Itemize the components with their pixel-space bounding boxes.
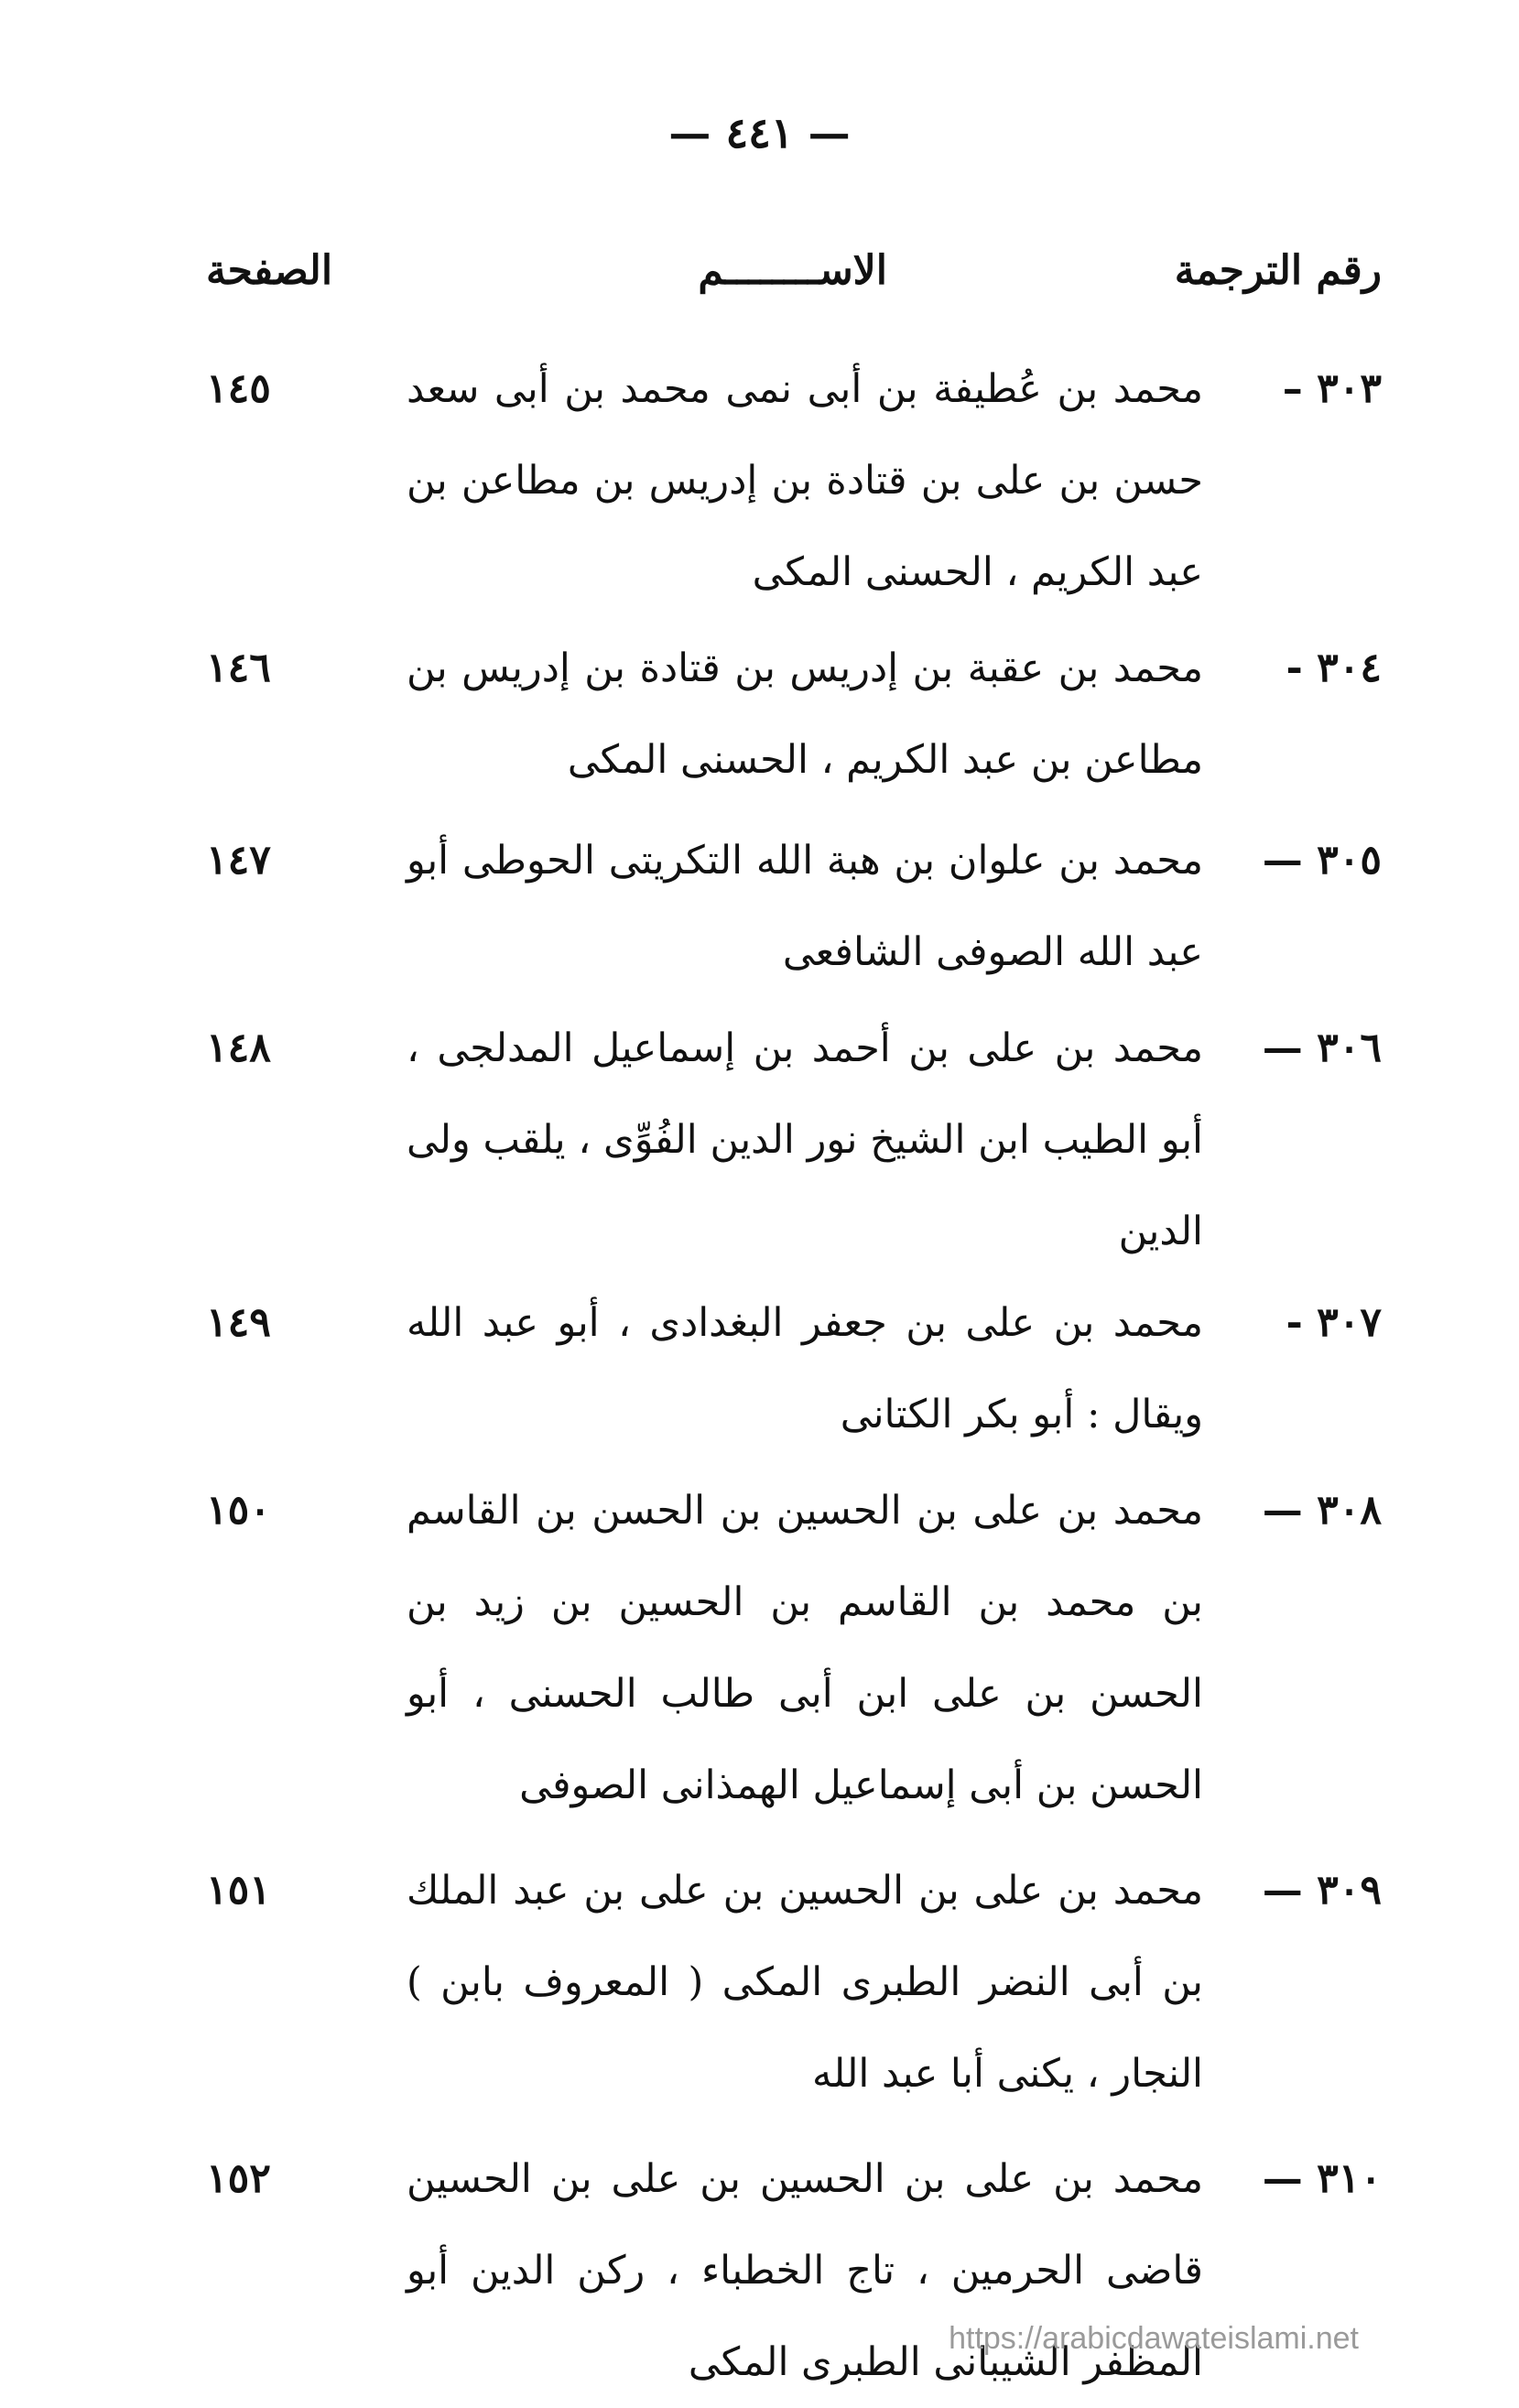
entry-name: محمد بن عُطيفة بن أبى نمى محمد بن أبى سعد حسن بن على بن قتادة بن إدريس بن مطاعن بن عبد الكريم ، الحسنى المكى [407, 366, 1203, 595]
entry-number: ٣٠٦ — [1262, 1025, 1382, 1071]
entry-page: ١٤٦ [206, 645, 271, 691]
entry-page: ١٤٥ [206, 365, 271, 412]
entry-number: ٣٠٥ — [1262, 837, 1382, 884]
entry-number: ٣٠٨ — [1262, 1487, 1382, 1534]
header-page: الصفحة [206, 247, 333, 294]
entry-307 [0, 1277, 1519, 1460]
entry-304 [0, 623, 1519, 806]
entry-page: ١٥١ [206, 1867, 271, 1914]
page-number: — ٤٤١ — [668, 108, 851, 157]
table-header [0, 247, 1519, 311]
entry-page: ١٤٧ [206, 837, 271, 884]
entry-page: ١٤٨ [206, 1025, 271, 1071]
entry-303 [0, 343, 1519, 618]
entry-308 [0, 1465, 1519, 1831]
entry-number: ٣١٠ — [1262, 2155, 1382, 2202]
header-translation-number: رقم الترجمة [1174, 247, 1382, 294]
entry-name: محمد بن على بن الحسين بن على بن عبد الملك بن أبى النضر الطبرى المكى ( المعروف بابن ) النجار ، يكنى أبا عبد الله [407, 1868, 1203, 2097]
entry-page: ١٤٩ [206, 1299, 271, 1346]
watermark-url: https://arabicdawateislami.net [949, 2321, 1359, 2356]
entry-310 [0, 2133, 1519, 2408]
entry-name: محمد بن على بن الحسين بن الحسن بن القاسم بن محمد بن القاسم بن الحسين بن زيد بن الحسن بن على ابن أبى طالب الحسنى ، أبو الحسن بن أبى إسماعيل الهمذانى الصوفى [407, 1488, 1203, 1808]
entry-name: محمد بن علوان بن هبة الله التكريتى الحوطى أبو عبد الله الصوفى الشافعى [407, 838, 1203, 975]
entry-name: محمد بن على بن أحمد بن إسماعيل المدلجى ، أبو الطيب ابن الشيخ نور الدين الفُوِّى ، يلقب ولى الدين [407, 1025, 1203, 1254]
entry-page: ١٥٢ [206, 2155, 271, 2202]
entry-name: محمد بن على بن جعفر البغدادى ، أبو عبد الله ويقال : أبو بكر الكتانى [407, 1300, 1203, 1437]
entry-309 [0, 1845, 1519, 2120]
header-name: الاســــــــم [698, 247, 887, 294]
entry-name: محمد بن على بن الحسين بن على بن الحسين قاضى الحرمين ، تاج الخطباء ، ركن الدين أبو المظفر الشيبانى الطبرى المكى [407, 2156, 1203, 2385]
entry-number: ٣٠٩ — [1262, 1867, 1382, 1914]
entry-number: ٣٠٤ - [1286, 645, 1382, 691]
entry-name: محمد بن عقبة بن إدريس بن قتادة بن إدريس بن مطاعن بن عبد الكريم ، الحسنى المكى [407, 645, 1203, 783]
entry-number: ٣٠٣ – [1282, 365, 1382, 412]
entry-306 [0, 1003, 1519, 1277]
entry-305 [0, 815, 1519, 998]
entry-number: ٣٠٧ - [1286, 1299, 1382, 1346]
entries-list [0, 343, 1519, 2408]
entry-page: ١٥٠ [206, 1487, 271, 1534]
